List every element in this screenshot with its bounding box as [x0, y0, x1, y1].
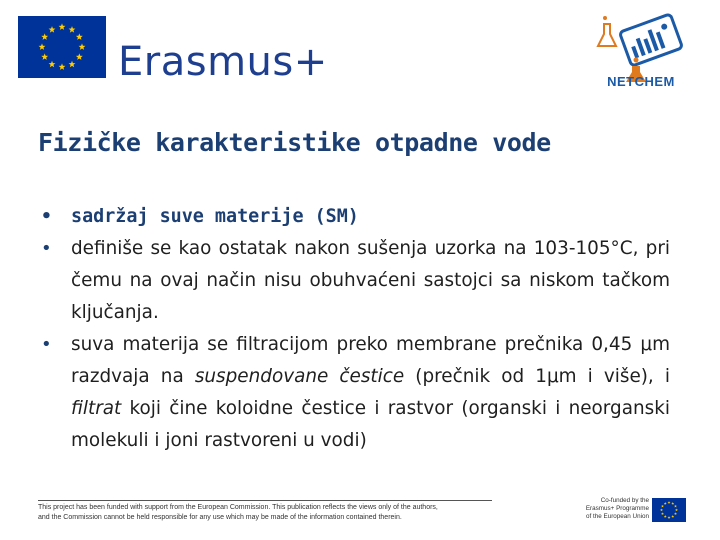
erasmus-logo-text: Erasmus+ [118, 39, 328, 85]
eu-star-icon [79, 43, 86, 50]
cofunded-line: Erasmus+ Programme [585, 505, 649, 512]
bullet-text-part: suva materija se filtracijom preko membrane prečnika 0,45 μm razdvaja na [71, 334, 670, 387]
eu-star-icon [668, 516, 671, 519]
netchem-logo-text: NETCHEM [607, 74, 675, 89]
eu-star-icon [674, 505, 677, 508]
eu-star-icon [69, 61, 76, 68]
cofunded-line: Co-funded by the [600, 497, 649, 504]
eu-star-icon [668, 501, 671, 504]
eu-star-icon [69, 26, 76, 33]
eu-star-icon [675, 509, 678, 512]
eu-star-icon [671, 515, 674, 518]
eu-star-icon [49, 26, 56, 33]
slide-title: Fizičke karakteristike otpadne vode [38, 128, 551, 157]
eu-flag-icon [18, 16, 106, 78]
bullet-item [38, 329, 670, 457]
bullet-text-part: (prečnik od 1μm i više), i [404, 366, 670, 387]
eu-star-icon [49, 61, 56, 68]
eu-star-icon [660, 509, 663, 512]
eu-star-icon [39, 43, 46, 50]
eu-star-icon [664, 502, 667, 505]
footer-disclaimer-line: This project has been funded with support from the European Commission. This publication reflects the views only of the authors, [38, 504, 438, 511]
footer-disclaimer-line: and the Commission cannot be held responsible for any use which may be made of the information contained therein. [38, 514, 402, 521]
cofunded-label [583, 497, 649, 521]
bullet-emphasis: filtrat [71, 398, 122, 419]
bullet-text-part: koji čine koloidne čestice i rastvor (organski i neorganski molekuli i joni rastvoreni u vodi) [71, 398, 670, 451]
bullet-emphasis: suspendovane čestice [194, 366, 405, 387]
eu-star-icon [661, 505, 664, 508]
bullet-item [38, 201, 670, 233]
footer-disclaimer [38, 503, 508, 523]
bullet-item [38, 233, 670, 329]
eu-star-icon [59, 23, 66, 30]
eu-star-icon [661, 512, 664, 515]
bullet-dot-icon: • [41, 334, 52, 355]
footer-divider [38, 500, 492, 501]
eu-star-icon [59, 63, 66, 70]
eu-star-icon [76, 33, 83, 40]
eu-star-icon [41, 53, 48, 60]
cofunded-line: of the European Union [585, 513, 649, 520]
bullet-dot-icon: • [41, 206, 52, 227]
eu-star-icon [41, 33, 48, 40]
bullet-text: definiše se kao ostatak nakon sušenja uzorka na 103-105°C, pri čemu na ovaj način nisu obuhvaćeni sastojci sa niskom tačkom ključanja. [71, 238, 670, 323]
eu-flag-small-icon [652, 498, 686, 522]
bullet-text: sadržaj suve materije (SM) [71, 206, 359, 227]
bullet-dot-icon: • [41, 238, 52, 259]
eu-star-icon [671, 502, 674, 505]
eu-star-icon [664, 515, 667, 518]
eu-star-icon [674, 512, 677, 515]
bullet-list [38, 201, 670, 457]
eu-star-icon [76, 53, 83, 60]
